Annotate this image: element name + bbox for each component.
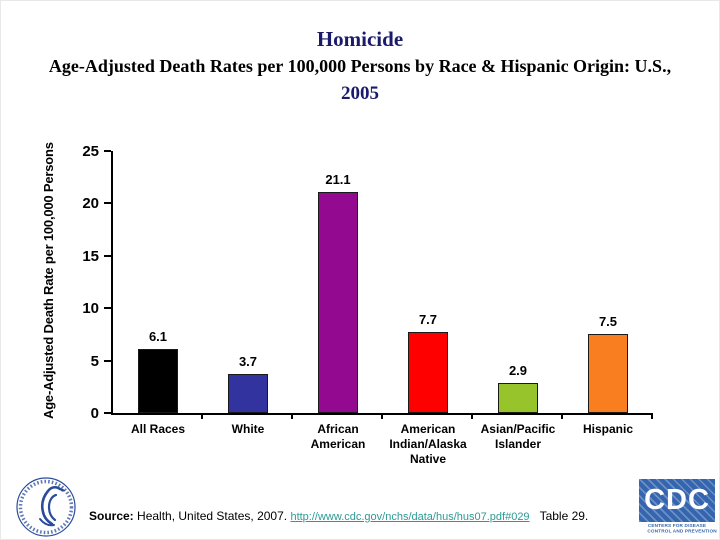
y-axis-tick-label: 10 [82,300,99,318]
chart-title-line2: Age-Adjusted Death Rates per 100,000 Persons by Race & Hispanic Origin: U.S., [48,56,672,76]
bar-chart-plot-area [82,143,653,466]
y-axis-tick [104,412,111,414]
bar-african-american [318,192,358,413]
x-axis-tick [471,413,473,419]
source-link[interactable]: http://www.cdc.gov/nchs/data/hus/hus07.pdf#029 [290,511,530,523]
y-axis-tick [104,360,111,362]
cdc-logo [639,479,715,538]
bar-american-indian-alaska-native [408,332,448,413]
x-axis-tick [291,413,293,419]
source-table-ref: Table 29. [539,509,589,523]
bar-white [228,374,268,413]
x-axis-tick [651,413,653,419]
x-axis-label-african-american: African American [310,422,366,451]
hhs-logo [14,475,78,539]
x-axis-label-asian-pacific-islander: Asian/Pacific Islander [480,422,556,451]
bar-asian-pacific-islander [498,383,538,413]
bar-value-african-american: 21.1 [325,171,351,187]
x-axis-tick [561,413,563,419]
source-label: Source: [89,509,134,523]
hhs-eagle-wing2 [49,495,56,520]
y-axis-tick-label: 25 [82,143,99,160]
chart-title-line1: Homicide [316,27,404,51]
bar-value-asian-pacific-islander: 2.9 [508,362,528,378]
y-axis-tick-label: 5 [90,352,99,370]
hhs-eagle-head [60,489,65,492]
y-axis-tick [104,150,111,152]
bar-value-white: 3.7 [238,354,258,370]
y-axis-tick [104,255,111,257]
x-axis-label-white: White [231,422,265,436]
y-axis-tick-label: 15 [82,247,99,265]
x-axis-label-american-indian-alaska-native: American Indian/Alaska Native [389,422,467,466]
chart-title-line3: 2005 [341,83,379,104]
x-axis-tick [201,413,203,419]
x-axis-tick [381,413,383,419]
y-axis-tick-label: 20 [82,195,99,213]
cdc-logo-subtext: CENTERS FOR DISEASE CONTROL AND PREVENTION [647,524,717,535]
bar-value-all-races: 6.1 [148,329,168,345]
y-axis-tick [104,202,111,204]
source-text: Health, United States, 2007. [133,509,291,523]
source-line [89,509,634,523]
hhs-eagle-wing1 [42,487,60,524]
y-axis-title: Age-Adjusted Death Rate per 100,000 Persons [41,142,56,420]
y-axis-tick [104,307,111,309]
y-axis-tick-label: 0 [90,405,99,422]
x-axis-label-hispanic: Hispanic [582,422,633,436]
cdc-logo-acronym: CDC [639,479,715,522]
bar-hispanic [588,334,628,413]
x-axis-label-all-races: All Races [130,422,186,436]
bar-value-american-indian-alaska-native: 7.7 [418,312,438,328]
bar-all-races [138,349,178,413]
bar-value-hispanic: 7.5 [598,314,618,330]
